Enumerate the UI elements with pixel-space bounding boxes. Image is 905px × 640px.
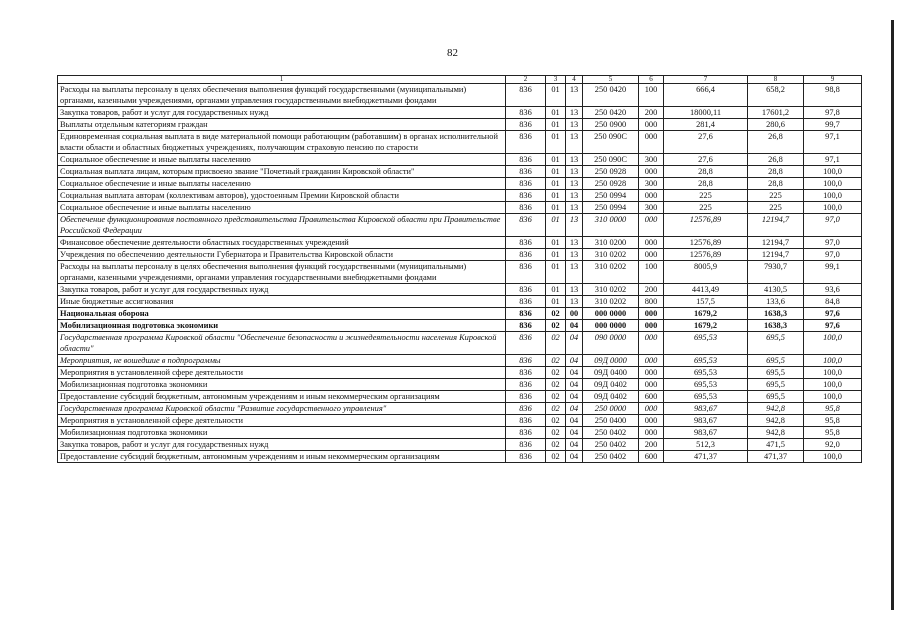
executed-amount-cell: 12194,7: [748, 214, 804, 237]
expense-type-cell: 000: [639, 249, 664, 261]
table-row: [58, 249, 862, 261]
ministry-code-cell: 836: [506, 403, 546, 415]
ministry-code-cell: 836: [506, 119, 546, 131]
expense-type-cell: 000: [639, 320, 664, 332]
execution-percent-cell: 100,0: [804, 178, 862, 190]
ministry-code-cell: 836: [506, 107, 546, 119]
ministry-code-cell: 836: [506, 391, 546, 403]
expense-name-cell: Иные бюджетные ассигнования: [58, 296, 506, 308]
executed-amount-cell: 7930,7: [748, 261, 804, 284]
expense-name-cell: Единовременная социальная выплата в виде материальной помощи работающим (работавшим) в органах исполнительной власти области и областных бюджетных учреждениях, получающим страховую пенсию по старости: [58, 131, 506, 154]
table-row: [58, 261, 862, 284]
executed-amount-cell: 695,5: [748, 355, 804, 367]
ministry-code-cell: 836: [506, 439, 546, 451]
subsection-code-cell: 04: [566, 379, 583, 391]
executed-amount-cell: 26,8: [748, 131, 804, 154]
section-code-cell: 01: [546, 131, 566, 154]
ministry-code-cell: 836: [506, 237, 546, 249]
section-code-cell: 01: [546, 261, 566, 284]
target-article-cell: 250 0420: [583, 84, 639, 107]
expense-name-cell: Закупка товаров, работ и услуг для государственных нужд: [58, 439, 506, 451]
planned-amount-cell: 28,8: [664, 178, 748, 190]
table-row: [58, 355, 862, 367]
planned-amount-cell: 28,8: [664, 166, 748, 178]
execution-percent-cell: 100,0: [804, 451, 862, 463]
executed-amount-cell: 12194,7: [748, 237, 804, 249]
planned-amount-cell: 18000,11: [664, 107, 748, 119]
table-row: [58, 332, 862, 355]
target-article-cell: 310 0000: [583, 214, 639, 237]
subsection-code-cell: 13: [566, 178, 583, 190]
expense-name-cell: Мероприятия в установленной сфере деятельности: [58, 415, 506, 427]
execution-percent-cell: 97,1: [804, 131, 862, 154]
expense-name-cell: Государственная программа Кировской области "Развитие государственного управления": [58, 403, 506, 415]
table-row: [58, 166, 862, 178]
executed-amount-cell: 280,6: [748, 119, 804, 131]
execution-percent-cell: 100,0: [804, 166, 862, 178]
table-row: [58, 284, 862, 296]
executed-amount-cell: 1638,3: [748, 320, 804, 332]
expense-type-cell: 300: [639, 178, 664, 190]
planned-amount-cell: 983,67: [664, 427, 748, 439]
executed-amount-cell: 942,8: [748, 415, 804, 427]
column-number-7: 7: [664, 76, 748, 84]
expense-type-cell: 000: [639, 427, 664, 439]
ministry-code-cell: 836: [506, 84, 546, 107]
page-number: 82: [447, 47, 458, 59]
target-article-cell: 09Д 0402: [583, 391, 639, 403]
subsection-code-cell: 04: [566, 320, 583, 332]
table-row: [58, 367, 862, 379]
ministry-code-cell: 836: [506, 427, 546, 439]
target-article-cell: 09Д 0402: [583, 379, 639, 391]
executed-amount-cell: 17601,2: [748, 107, 804, 119]
target-article-cell: 090 0000: [583, 332, 639, 355]
expense-type-cell: 000: [639, 131, 664, 154]
planned-amount-cell: 695,53: [664, 391, 748, 403]
ministry-code-cell: 836: [506, 214, 546, 237]
subsection-code-cell: 13: [566, 107, 583, 119]
expense-name-cell: Социальное обеспечение и иные выплаты населению: [58, 202, 506, 214]
section-code-cell: 02: [546, 439, 566, 451]
section-code-cell: 01: [546, 237, 566, 249]
table-row: [58, 237, 862, 249]
execution-percent-cell: 97,1: [804, 154, 862, 166]
expense-name-cell: Национальная оборона: [58, 308, 506, 320]
planned-amount-cell: 666,4: [664, 84, 748, 107]
ministry-code-cell: 836: [506, 367, 546, 379]
executed-amount-cell: 695,5: [748, 391, 804, 403]
planned-amount-cell: 695,53: [664, 367, 748, 379]
table-row: [58, 178, 862, 190]
subsection-code-cell: 04: [566, 391, 583, 403]
execution-percent-cell: 100,0: [804, 332, 862, 355]
planned-amount-cell: 157,5: [664, 296, 748, 308]
expense-name-cell: Расходы на выплаты персоналу в целях обеспечения выполнения функций государственными (муниципальными) органами, казенными учреждениями, органами управления государственными внебюджетными фондами: [58, 261, 506, 284]
execution-percent-cell: 98,8: [804, 84, 862, 107]
target-article-cell: 250 0900: [583, 119, 639, 131]
subsection-code-cell: 00: [566, 308, 583, 320]
expense-type-cell: 600: [639, 391, 664, 403]
column-number-3: 3: [546, 76, 566, 84]
section-code-cell: 02: [546, 355, 566, 367]
expense-type-cell: 100: [639, 84, 664, 107]
expense-name-cell: Мероприятия в установленной сфере деятельности: [58, 367, 506, 379]
section-code-cell: 01: [546, 296, 566, 308]
ministry-code-cell: 836: [506, 320, 546, 332]
table-body: [58, 84, 862, 463]
execution-percent-cell: 99,7: [804, 119, 862, 131]
expense-type-cell: 000: [639, 214, 664, 237]
column-number-5: 5: [583, 76, 639, 84]
ministry-code-cell: 836: [506, 154, 546, 166]
executed-amount-cell: 28,8: [748, 178, 804, 190]
table-row: [58, 308, 862, 320]
section-code-cell: 02: [546, 320, 566, 332]
executed-amount-cell: 942,8: [748, 403, 804, 415]
table-row: [58, 107, 862, 119]
table-row: [58, 439, 862, 451]
executed-amount-cell: 12194,7: [748, 249, 804, 261]
planned-amount-cell: 1679,2: [664, 320, 748, 332]
executed-amount-cell: 225: [748, 190, 804, 202]
table-row: [58, 379, 862, 391]
execution-percent-cell: 84,8: [804, 296, 862, 308]
planned-amount-cell: 281,4: [664, 119, 748, 131]
subsection-code-cell: 13: [566, 237, 583, 249]
expense-name-cell: Учреждения по обеспечению деятельности Губернатора и Правительства Кировской области: [58, 249, 506, 261]
execution-percent-cell: 100,0: [804, 367, 862, 379]
execution-percent-cell: 97,6: [804, 320, 862, 332]
section-code-cell: 02: [546, 403, 566, 415]
executed-amount-cell: 1638,3: [748, 308, 804, 320]
subsection-code-cell: 04: [566, 451, 583, 463]
executed-amount-cell: 4130,5: [748, 284, 804, 296]
expense-name-cell: Финансовое обеспечение деятельности областных государственных учреждений: [58, 237, 506, 249]
execution-percent-cell: 97,0: [804, 237, 862, 249]
expense-type-cell: 000: [639, 403, 664, 415]
expense-type-cell: 000: [639, 166, 664, 178]
ministry-code-cell: 836: [506, 202, 546, 214]
section-code-cell: 02: [546, 391, 566, 403]
ministry-code-cell: 836: [506, 190, 546, 202]
planned-amount-cell: 225: [664, 202, 748, 214]
target-article-cell: 250 0402: [583, 439, 639, 451]
execution-percent-cell: 95,8: [804, 415, 862, 427]
subsection-code-cell: 04: [566, 427, 583, 439]
table-row: [58, 296, 862, 308]
expense-type-cell: 000: [639, 237, 664, 249]
section-code-cell: 02: [546, 451, 566, 463]
target-article-cell: 09Д 0400: [583, 367, 639, 379]
target-article-cell: 250 0402: [583, 451, 639, 463]
expense-name-cell: Предоставление субсидий бюджетным, автономным учреждениям и иным некоммерческим организациям: [58, 391, 506, 403]
expense-name-cell: Мобилизационная подготовка экономики: [58, 379, 506, 391]
target-article-cell: 000 0000: [583, 320, 639, 332]
expense-name-cell: Социальная выплата лицам, которым присвоено звание "Почетный гражданин Кировской области": [58, 166, 506, 178]
expense-type-cell: 600: [639, 451, 664, 463]
planned-amount-cell: 12576,89: [664, 249, 748, 261]
execution-percent-cell: 95,8: [804, 427, 862, 439]
subsection-code-cell: 13: [566, 202, 583, 214]
expense-name-cell: Мобилизационная подготовка экономики: [58, 427, 506, 439]
column-number-9: 9: [804, 76, 862, 84]
section-code-cell: 02: [546, 427, 566, 439]
expense-name-cell: Государственная программа Кировской области "Обеспечение безопасности и жизнедеятельности населения Кировской области": [58, 332, 506, 355]
ministry-code-cell: 836: [506, 261, 546, 284]
expense-type-cell: 000: [639, 367, 664, 379]
section-code-cell: 01: [546, 84, 566, 107]
ministry-code-cell: 836: [506, 131, 546, 154]
planned-amount-cell: 471,37: [664, 451, 748, 463]
target-article-cell: 310 0202: [583, 284, 639, 296]
section-code-cell: 02: [546, 379, 566, 391]
subsection-code-cell: 13: [566, 190, 583, 202]
table-header: [58, 76, 862, 84]
ministry-code-cell: 836: [506, 249, 546, 261]
expense-type-cell: 200: [639, 284, 664, 296]
planned-amount-cell: 8005,9: [664, 261, 748, 284]
planned-amount-cell: 12576,89: [664, 214, 748, 237]
execution-percent-cell: 97,0: [804, 249, 862, 261]
executed-amount-cell: 133,6: [748, 296, 804, 308]
expense-name-cell: Закупка товаров, работ и услуг для государственных нужд: [58, 284, 506, 296]
expense-name-cell: Социальное обеспечение и иные выплаты населению: [58, 178, 506, 190]
subsection-code-cell: 13: [566, 214, 583, 237]
subsection-code-cell: 04: [566, 355, 583, 367]
target-article-cell: 250 0400: [583, 415, 639, 427]
table-row: [58, 451, 862, 463]
expense-type-cell: 200: [639, 439, 664, 451]
subsection-code-cell: 13: [566, 284, 583, 296]
column-number-4: 4: [566, 76, 583, 84]
table-row: [58, 84, 862, 107]
executed-amount-cell: 658,2: [748, 84, 804, 107]
subsection-code-cell: 13: [566, 119, 583, 131]
subsection-code-cell: 13: [566, 131, 583, 154]
subsection-code-cell: 13: [566, 261, 583, 284]
execution-percent-cell: 93,6: [804, 284, 862, 296]
ministry-code-cell: 836: [506, 308, 546, 320]
planned-amount-cell: 1679,2: [664, 308, 748, 320]
target-article-cell: 310 0200: [583, 237, 639, 249]
expense-type-cell: 200: [639, 107, 664, 119]
expense-name-cell: Социальное обеспечение и иные выплаты населению: [58, 154, 506, 166]
target-article-cell: 250 0994: [583, 190, 639, 202]
planned-amount-cell: 695,53: [664, 379, 748, 391]
target-article-cell: 310 0202: [583, 249, 639, 261]
section-code-cell: 01: [546, 107, 566, 119]
section-code-cell: 02: [546, 367, 566, 379]
executed-amount-cell: 471,5: [748, 439, 804, 451]
table-row: [58, 214, 862, 237]
scan-edge-bar: [891, 20, 894, 610]
ministry-code-cell: 836: [506, 415, 546, 427]
execution-percent-cell: 100,0: [804, 202, 862, 214]
expense-type-cell: 000: [639, 415, 664, 427]
executed-amount-cell: 26,8: [748, 154, 804, 166]
expense-name-cell: Мобилизационная подготовка экономики: [58, 320, 506, 332]
execution-percent-cell: 100,0: [804, 190, 862, 202]
ministry-code-cell: 836: [506, 379, 546, 391]
target-article-cell: 250 0994: [583, 202, 639, 214]
expense-type-cell: 300: [639, 154, 664, 166]
expense-name-cell: Расходы на выплаты персоналу в целях обеспечения выполнения функций государственными (муниципальными) органами, казенными учреждениями, органами управления государственными внебюджетными фондами: [58, 84, 506, 107]
column-number-1: 1: [58, 76, 506, 84]
executed-amount-cell: 695,5: [748, 332, 804, 355]
expense-type-cell: 000: [639, 308, 664, 320]
execution-percent-cell: 99,1: [804, 261, 862, 284]
target-article-cell: 250 0928: [583, 166, 639, 178]
executed-amount-cell: 695,5: [748, 367, 804, 379]
ministry-code-cell: 836: [506, 332, 546, 355]
execution-percent-cell: 97,6: [804, 308, 862, 320]
target-article-cell: 250 090С: [583, 154, 639, 166]
executed-amount-cell: 942,8: [748, 427, 804, 439]
section-code-cell: 01: [546, 214, 566, 237]
column-number-6: 6: [639, 76, 664, 84]
column-number-2: 2: [506, 76, 546, 84]
column-number-row: [58, 76, 862, 84]
table-row: [58, 119, 862, 131]
executed-amount-cell: 695,5: [748, 379, 804, 391]
execution-percent-cell: 100,0: [804, 355, 862, 367]
ministry-code-cell: 836: [506, 355, 546, 367]
table-row: [58, 190, 862, 202]
ministry-code-cell: 836: [506, 166, 546, 178]
subsection-code-cell: 13: [566, 249, 583, 261]
execution-percent-cell: 100,0: [804, 379, 862, 391]
expense-name-cell: Мероприятия, не вошедшие в подпрограммы: [58, 355, 506, 367]
column-number-8: 8: [748, 76, 804, 84]
subsection-code-cell: 04: [566, 332, 583, 355]
budget-table: [57, 75, 862, 463]
ministry-code-cell: 836: [506, 284, 546, 296]
executed-amount-cell: 471,37: [748, 451, 804, 463]
section-code-cell: 01: [546, 166, 566, 178]
table-row: [58, 427, 862, 439]
planned-amount-cell: 512,3: [664, 439, 748, 451]
section-code-cell: 01: [546, 178, 566, 190]
subsection-code-cell: 13: [566, 296, 583, 308]
planned-amount-cell: 27,6: [664, 154, 748, 166]
expense-name-cell: Предоставление субсидий бюджетным, автономным учреждениям и иным некоммерческим организациям: [58, 451, 506, 463]
section-code-cell: 01: [546, 249, 566, 261]
ministry-code-cell: 836: [506, 178, 546, 190]
ministry-code-cell: 836: [506, 296, 546, 308]
table-row: [58, 415, 862, 427]
section-code-cell: 01: [546, 190, 566, 202]
expense-type-cell: 000: [639, 190, 664, 202]
target-article-cell: 250 0000: [583, 403, 639, 415]
target-article-cell: 250 090С: [583, 131, 639, 154]
section-code-cell: 01: [546, 202, 566, 214]
executed-amount-cell: 225: [748, 202, 804, 214]
planned-amount-cell: 983,67: [664, 415, 748, 427]
planned-amount-cell: 12576,89: [664, 237, 748, 249]
subsection-code-cell: 04: [566, 403, 583, 415]
subsection-code-cell: 04: [566, 439, 583, 451]
expense-type-cell: 000: [639, 332, 664, 355]
expense-name-cell: Обеспечение функционирования постоянного представительства Правительства Кировской области при Правительстве Российской Федерации: [58, 214, 506, 237]
section-code-cell: 01: [546, 154, 566, 166]
table-row: [58, 202, 862, 214]
ministry-code-cell: 836: [506, 451, 546, 463]
subsection-code-cell: 13: [566, 84, 583, 107]
executed-amount-cell: 28,8: [748, 166, 804, 178]
subsection-code-cell: 04: [566, 415, 583, 427]
subsection-code-cell: 13: [566, 154, 583, 166]
expense-name-cell: Выплаты отдельным категориям граждан: [58, 119, 506, 131]
target-article-cell: 250 0928: [583, 178, 639, 190]
table-row: [58, 154, 862, 166]
table-row: [58, 403, 862, 415]
section-code-cell: 02: [546, 308, 566, 320]
planned-amount-cell: 4413,49: [664, 284, 748, 296]
execution-percent-cell: 92,0: [804, 439, 862, 451]
expense-type-cell: 000: [639, 379, 664, 391]
planned-amount-cell: 225: [664, 190, 748, 202]
expense-type-cell: 300: [639, 202, 664, 214]
execution-percent-cell: 95,8: [804, 403, 862, 415]
table-row: [58, 391, 862, 403]
execution-percent-cell: 97,8: [804, 107, 862, 119]
section-code-cell: 01: [546, 284, 566, 296]
target-article-cell: 250 0402: [583, 427, 639, 439]
subsection-code-cell: 13: [566, 166, 583, 178]
expense-name-cell: Социальная выплата авторам (коллективам авторов), удостоенным Премии Кировской области: [58, 190, 506, 202]
expense-type-cell: 000: [639, 355, 664, 367]
target-article-cell: 250 0420: [583, 107, 639, 119]
subsection-code-cell: 04: [566, 367, 583, 379]
planned-amount-cell: 27,6: [664, 131, 748, 154]
expense-type-cell: 000: [639, 119, 664, 131]
target-article-cell: 09Д 0000: [583, 355, 639, 367]
execution-percent-cell: 97,0: [804, 214, 862, 237]
planned-amount-cell: 695,53: [664, 355, 748, 367]
execution-percent-cell: 100,0: [804, 391, 862, 403]
section-code-cell: 02: [546, 332, 566, 355]
planned-amount-cell: 983,67: [664, 403, 748, 415]
section-code-cell: 02: [546, 415, 566, 427]
table-row: [58, 131, 862, 154]
table-row: [58, 320, 862, 332]
target-article-cell: 000 0000: [583, 308, 639, 320]
planned-amount-cell: 695,53: [664, 332, 748, 355]
expense-name-cell: Закупка товаров, работ и услуг для государственных нужд: [58, 107, 506, 119]
target-article-cell: 310 0202: [583, 261, 639, 284]
section-code-cell: 01: [546, 119, 566, 131]
expense-type-cell: 100: [639, 261, 664, 284]
expense-type-cell: 800: [639, 296, 664, 308]
target-article-cell: 310 0202: [583, 296, 639, 308]
